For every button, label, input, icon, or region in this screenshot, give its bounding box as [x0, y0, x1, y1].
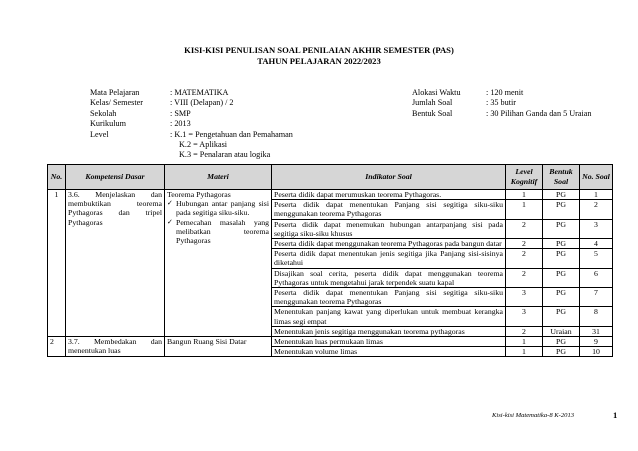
indikator-cell: Menentukan jenis segitiga menggunakan teorema pythagoras: [272, 326, 506, 336]
table-header-row: [48, 165, 613, 190]
indikator-cell: Peserta didik dapat menentukan Panjang sisi segitiga siku-siku menggunakan teorema Pythagoras: [272, 288, 506, 307]
footer-text: Kisi-kisi Matematika-8 K-2013: [492, 412, 575, 419]
materi-item-text: Hubungan antar panjang sisi pada segitiga siku-siku.: [176, 199, 269, 218]
no-soal-cell: 9: [580, 337, 613, 347]
no-soal-cell: 10: [580, 347, 613, 357]
materi-item-text: Pemecahan masalah yang melibatkan teorema Pythagoras: [176, 217, 269, 246]
bentuk-cell: PG: [543, 288, 580, 307]
no-soal-cell: 6: [580, 268, 613, 287]
document-title: KISI-KISI PENULISAN SOAL PENILAIAN AKHIR SEMESTER (PAS): [184, 45, 454, 55]
level-k2: K.2 = Aplikasi: [179, 139, 228, 149]
indikator-cell: Peserta didik dapat menentukan jenis segitiga jika Panjang sisi-sisinya diketahui: [272, 249, 506, 268]
info-label: Jumlah Soal: [412, 98, 453, 108]
row-number: 1: [48, 190, 66, 337]
kompetensi-dasar-cell: 3.6. Menjelaskan dan membuktikan teorema Pythagoras dan tripel Pythagoras: [66, 190, 165, 337]
level-cell: 1: [506, 347, 543, 357]
kisi-kisi-table: [47, 164, 613, 357]
indikator-cell: Menentukan luas permukaan limas: [272, 337, 506, 347]
check-icon: ✓: [167, 217, 173, 226]
info-label: Kurikulum: [90, 119, 126, 129]
info-value: : 120 menit: [486, 88, 524, 97]
bentuk-cell: PG: [543, 268, 580, 287]
info-label: Kelas/ Semester: [90, 98, 143, 108]
indikator-cell: Disajikan soal cerita, peserta didik dapat menggunakan teorema Pythagoras untuk mengetahui jarak terpendek suatu kapal: [272, 268, 506, 287]
info-value: : 2013: [170, 119, 191, 129]
bentuk-cell: PG: [543, 347, 580, 357]
materi-cell: Bangun Ruang Sisi Datar: [165, 337, 272, 357]
header-no: No.: [48, 165, 66, 190]
bentuk-cell: PG: [543, 190, 580, 200]
bentuk-cell: Uraian: [543, 326, 580, 336]
info-label: Bentuk Soal: [412, 108, 453, 118]
level-cell: 1: [506, 337, 543, 347]
header-bentuk-soal: Bentuk Soal: [543, 165, 580, 190]
header-level-kognitif: Level Kognitif: [506, 165, 543, 190]
indikator-cell: Peserta didik dapat merumuskan teorema Pythagoras.: [272, 190, 506, 200]
level-cell: 2: [506, 249, 543, 268]
bentuk-cell: PG: [543, 307, 580, 326]
bentuk-cell: PG: [543, 337, 580, 347]
bentuk-cell: PG: [543, 200, 580, 219]
info-value: : K.1 = Pengetahuan dan Pemahaman: [170, 129, 293, 139]
level-cell: 2: [506, 326, 543, 336]
no-soal-cell: 2: [580, 200, 613, 219]
no-soal-cell: 5: [580, 249, 613, 268]
indikator-cell: Peserta didik dapat menggunakan teorema Pythagoras pada bangun datar: [272, 239, 506, 249]
page-number: 1: [613, 410, 618, 420]
info-left-labels: [90, 88, 143, 140]
header-indikator-soal: Indikator Soal: [272, 165, 506, 190]
materi-item: [167, 199, 269, 217]
info-value: : MATEMATIKA: [170, 88, 229, 97]
level-cell: 3: [506, 307, 543, 326]
bentuk-cell: PG: [543, 239, 580, 249]
materi-title: Teorema Pythagoras: [167, 190, 231, 199]
bentuk-cell: PG: [543, 249, 580, 268]
no-soal-cell: 3: [580, 219, 613, 238]
header-materi: Materi: [165, 165, 272, 190]
header-kompetensi-dasar: Kompetensi Dasar: [66, 165, 165, 190]
table-row: [48, 190, 613, 200]
level-cell: 2: [506, 239, 543, 249]
no-soal-cell: 31: [580, 326, 613, 336]
indikator-cell: Menentukan panjang kawat yang diperlukan untuk membuat kerangka limas segi empat: [272, 307, 506, 326]
materi-item: [167, 218, 269, 246]
level-cell: 1: [506, 190, 543, 200]
info-label: Sekolah: [90, 108, 117, 118]
check-icon: ✓: [167, 199, 173, 208]
document-subtitle: TAHUN PELAJARAN 2022/2023: [257, 56, 381, 66]
no-soal-cell: 4: [580, 239, 613, 249]
indikator-cell: Menentukan volume limas: [272, 347, 506, 357]
info-value: : 35 butir: [486, 98, 517, 108]
no-soal-cell: 7: [580, 288, 613, 307]
no-soal-cell: 8: [580, 307, 613, 326]
indikator-cell: Peserta didik dapat menentukan Panjang sisi segitiga siku-siku menggunakan teorema Pythagoras: [272, 200, 506, 219]
info-value: : SMP: [170, 108, 191, 118]
level-cell: 1: [506, 200, 543, 219]
info-value: : 30 Pilihan Ganda dan 5 Uraian: [486, 108, 592, 118]
level-cell: 3: [506, 288, 543, 307]
info-value: : VIII (Delapan) / 2: [170, 98, 234, 108]
no-soal-cell: 1: [580, 190, 613, 200]
materi-cell: [165, 190, 272, 337]
bentuk-cell: PG: [543, 219, 580, 238]
info-right-values: [486, 88, 592, 119]
table-row: [48, 337, 613, 347]
info-label: Alokasi Waktu: [412, 88, 461, 97]
info-label: Mata Pelajaran: [90, 88, 140, 97]
materi-list: [167, 199, 269, 245]
indikator-cell: Peserta didik dapat menemukan hubungan antarpanjang sisi pada segitiga siku-siku khusus: [272, 219, 506, 238]
level-cell: 2: [506, 268, 543, 287]
info-label: Level: [90, 129, 109, 139]
row-number: 2: [48, 337, 66, 357]
level-cell: 2: [506, 219, 543, 238]
info-right-labels: [412, 88, 461, 119]
header-no-soal: No. Soal: [580, 165, 613, 190]
level-k3: K.3 = Penalaran atau logika: [179, 150, 271, 160]
info-left-values: [170, 88, 293, 161]
kompetensi-dasar-cell: 3.7. Membedakan dan menentukan luas: [66, 337, 165, 357]
